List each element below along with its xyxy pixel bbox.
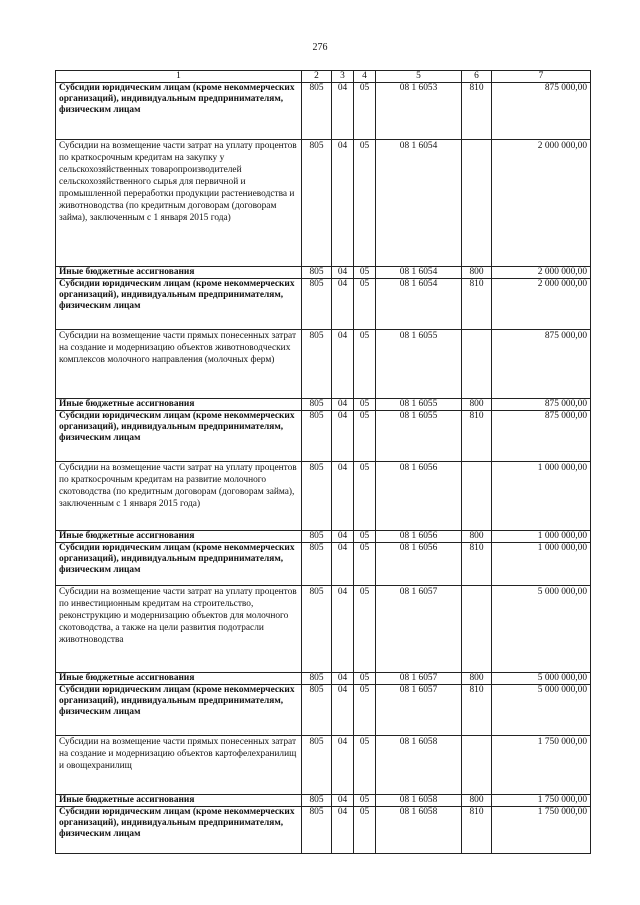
- row-type-cell: [462, 586, 492, 673]
- row-type-cell: 800: [462, 795, 492, 807]
- row-target-cell: 08 1 6057: [376, 586, 462, 673]
- row-amount-cell: 875 000,00: [492, 83, 591, 140]
- row-code-cell: 805: [302, 673, 332, 685]
- row-amount-cell: 1 750 000,00: [492, 807, 591, 854]
- row-amount-cell: 1 000 000,00: [492, 462, 591, 531]
- row-target-cell: 08 1 6056: [376, 462, 462, 531]
- row-amount-cell: 5 000 000,00: [492, 673, 591, 685]
- row-subsection-cell: 05: [354, 399, 376, 411]
- table-row: [56, 543, 591, 586]
- table-row: [56, 531, 591, 543]
- row-name-cell: Субсидии юридическим лицам (кроме некоммерческих организаций), индивидуальным предпринимателям, физическим лицам: [56, 279, 302, 330]
- row-section-cell: 04: [332, 685, 354, 736]
- row-type-cell: 810: [462, 543, 492, 586]
- row-name-cell: Субсидии на возмещение части прямых понесенных затрат на создание и модернизацию объектов картофелехранилищ и овощехранилищ: [56, 736, 302, 795]
- row-name-cell: Субсидии юридическим лицам (кроме некоммерческих организаций), индивидуальным предпринимателям, физическим лицам: [56, 83, 302, 140]
- row-target-cell: 08 1 6057: [376, 673, 462, 685]
- row-section-cell: 04: [332, 279, 354, 330]
- table-row: [56, 267, 591, 279]
- row-subsection-cell: 05: [354, 543, 376, 586]
- row-target-cell: 08 1 6056: [376, 531, 462, 543]
- column-header: 3: [332, 71, 354, 83]
- row-type-cell: 800: [462, 531, 492, 543]
- column-header: 4: [354, 71, 376, 83]
- row-amount-cell: 875 000,00: [492, 399, 591, 411]
- column-header: 2: [302, 71, 332, 83]
- row-amount-cell: 5 000 000,00: [492, 586, 591, 673]
- row-target-cell: 08 1 6055: [376, 399, 462, 411]
- row-target-cell: 08 1 6058: [376, 795, 462, 807]
- row-section-cell: 04: [332, 267, 354, 279]
- row-subsection-cell: 05: [354, 411, 376, 462]
- row-section-cell: 04: [332, 83, 354, 140]
- row-section-cell: 04: [332, 543, 354, 586]
- row-subsection-cell: 05: [354, 531, 376, 543]
- row-subsection-cell: 05: [354, 586, 376, 673]
- row-section-cell: 04: [332, 330, 354, 399]
- row-target-cell: 08 1 6057: [376, 685, 462, 736]
- row-subsection-cell: 05: [354, 673, 376, 685]
- row-amount-cell: 5 000 000,00: [492, 685, 591, 736]
- row-name-cell: Субсидии юридическим лицам (кроме некоммерческих организаций), индивидуальным предпринимателям, физическим лицам: [56, 807, 302, 854]
- row-subsection-cell: 05: [354, 140, 376, 267]
- table-row: [56, 673, 591, 685]
- row-section-cell: 04: [332, 399, 354, 411]
- row-amount-cell: 1 000 000,00: [492, 531, 591, 543]
- row-code-cell: 805: [302, 586, 332, 673]
- table-row: [56, 736, 591, 795]
- table-row: [56, 586, 591, 673]
- row-name-cell: Субсидии юридическим лицам (кроме некоммерческих организаций), индивидуальным предпринимателям, физическим лицам: [56, 543, 302, 586]
- column-header: 7: [492, 71, 591, 83]
- table-row: [56, 685, 591, 736]
- row-subsection-cell: 05: [354, 685, 376, 736]
- row-code-cell: 805: [302, 462, 332, 531]
- table-row: [56, 807, 591, 854]
- row-section-cell: 04: [332, 736, 354, 795]
- row-type-cell: 800: [462, 267, 492, 279]
- row-section-cell: 04: [332, 807, 354, 854]
- row-name-cell: Субсидии на возмещение части затрат на уплату процентов по краткосрочным кредитам на закупку у сельскохозяйственных товаропроизводителей сельскохозяйственного сырья для первичной и промышленной переработки продукции растениеводства и животноводства (по кредитным договорам (договорам займа), заключенным с 1 января 2015 года): [56, 140, 302, 267]
- row-code-cell: 805: [302, 279, 332, 330]
- row-section-cell: 04: [332, 140, 354, 267]
- table-row: [56, 330, 591, 399]
- row-name-cell: Иные бюджетные ассигнования: [56, 399, 302, 411]
- row-target-cell: 08 1 6055: [376, 330, 462, 399]
- table-row: [56, 279, 591, 330]
- row-type-cell: 800: [462, 673, 492, 685]
- row-section-cell: 04: [332, 411, 354, 462]
- row-type-cell: 810: [462, 83, 492, 140]
- row-type-cell: 810: [462, 685, 492, 736]
- row-name-cell: Субсидии юридическим лицам (кроме некоммерческих организаций), индивидуальным предпринимателям, физическим лицам: [56, 685, 302, 736]
- row-amount-cell: 2 000 000,00: [492, 267, 591, 279]
- row-target-cell: 08 1 6053: [376, 83, 462, 140]
- row-subsection-cell: 05: [354, 736, 376, 795]
- row-name-cell: Иные бюджетные ассигнования: [56, 531, 302, 543]
- row-amount-cell: 1 750 000,00: [492, 795, 591, 807]
- row-target-cell: 08 1 6055: [376, 411, 462, 462]
- row-name-cell: Субсидии на возмещение части затрат на уплату процентов по краткосрочным кредитам на развитие молочного скотоводства (по кредитным договорам (договорам займа), заключенным с 1 января 2015 года): [56, 462, 302, 531]
- row-subsection-cell: 05: [354, 83, 376, 140]
- row-type-cell: [462, 462, 492, 531]
- row-amount-cell: 1 000 000,00: [492, 543, 591, 586]
- row-code-cell: 805: [302, 83, 332, 140]
- row-amount-cell: 875 000,00: [492, 411, 591, 462]
- row-section-cell: 04: [332, 673, 354, 685]
- budget-table: [55, 70, 591, 854]
- column-header: 6: [462, 71, 492, 83]
- row-subsection-cell: 05: [354, 807, 376, 854]
- row-type-cell: [462, 140, 492, 267]
- row-code-cell: 805: [302, 685, 332, 736]
- row-target-cell: 08 1 6056: [376, 543, 462, 586]
- row-type-cell: 810: [462, 807, 492, 854]
- row-code-cell: 805: [302, 736, 332, 795]
- row-name-cell: Субсидии на возмещение части прямых понесенных затрат на создание и модернизацию объектов животноводческих комплексов молочного направления (молочных ферм): [56, 330, 302, 399]
- row-section-cell: 04: [332, 531, 354, 543]
- row-target-cell: 08 1 6054: [376, 140, 462, 267]
- row-type-cell: 800: [462, 399, 492, 411]
- row-subsection-cell: 05: [354, 279, 376, 330]
- row-section-cell: 04: [332, 795, 354, 807]
- row-code-cell: 805: [302, 399, 332, 411]
- row-code-cell: 805: [302, 411, 332, 462]
- row-section-cell: 04: [332, 462, 354, 531]
- table-row: [56, 411, 591, 462]
- row-amount-cell: 875 000,00: [492, 330, 591, 399]
- row-subsection-cell: 05: [354, 795, 376, 807]
- row-code-cell: 805: [302, 807, 332, 854]
- table-row: [56, 795, 591, 807]
- row-code-cell: 805: [302, 531, 332, 543]
- row-amount-cell: 2 000 000,00: [492, 140, 591, 267]
- row-target-cell: 08 1 6058: [376, 807, 462, 854]
- column-header: 5: [376, 71, 462, 83]
- row-code-cell: 805: [302, 795, 332, 807]
- row-type-cell: 810: [462, 279, 492, 330]
- row-code-cell: 805: [302, 267, 332, 279]
- row-name-cell: Субсидии на возмещение части затрат на уплату процентов по инвестиционным кредитам на строительство, реконструкцию и модернизацию объектов для молочного скотоводства, а также на цели развития подотрасли животноводства: [56, 586, 302, 673]
- row-type-cell: [462, 330, 492, 399]
- row-subsection-cell: 05: [354, 462, 376, 531]
- row-section-cell: 04: [332, 586, 354, 673]
- table-header-row: [56, 71, 591, 83]
- table-row: [56, 83, 591, 140]
- row-code-cell: 805: [302, 330, 332, 399]
- row-subsection-cell: 05: [354, 330, 376, 399]
- table-body: [56, 83, 591, 854]
- row-name-cell: Иные бюджетные ассигнования: [56, 267, 302, 279]
- page-number: 276: [312, 42, 328, 53]
- row-amount-cell: 1 750 000,00: [492, 736, 591, 795]
- table-row: [56, 399, 591, 411]
- row-target-cell: 08 1 6054: [376, 267, 462, 279]
- row-name-cell: Иные бюджетные ассигнования: [56, 795, 302, 807]
- row-target-cell: 08 1 6054: [376, 279, 462, 330]
- row-name-cell: Иные бюджетные ассигнования: [56, 673, 302, 685]
- row-code-cell: 805: [302, 543, 332, 586]
- table-row: [56, 462, 591, 531]
- row-type-cell: [462, 736, 492, 795]
- row-code-cell: 805: [302, 140, 332, 267]
- row-amount-cell: 2 000 000,00: [492, 279, 591, 330]
- row-name-cell: Субсидии юридическим лицам (кроме некоммерческих организаций), индивидуальным предпринимателям, физическим лицам: [56, 411, 302, 462]
- table-row: [56, 140, 591, 267]
- row-subsection-cell: 05: [354, 267, 376, 279]
- row-type-cell: 810: [462, 411, 492, 462]
- row-target-cell: 08 1 6058: [376, 736, 462, 795]
- column-header: 1: [56, 71, 302, 83]
